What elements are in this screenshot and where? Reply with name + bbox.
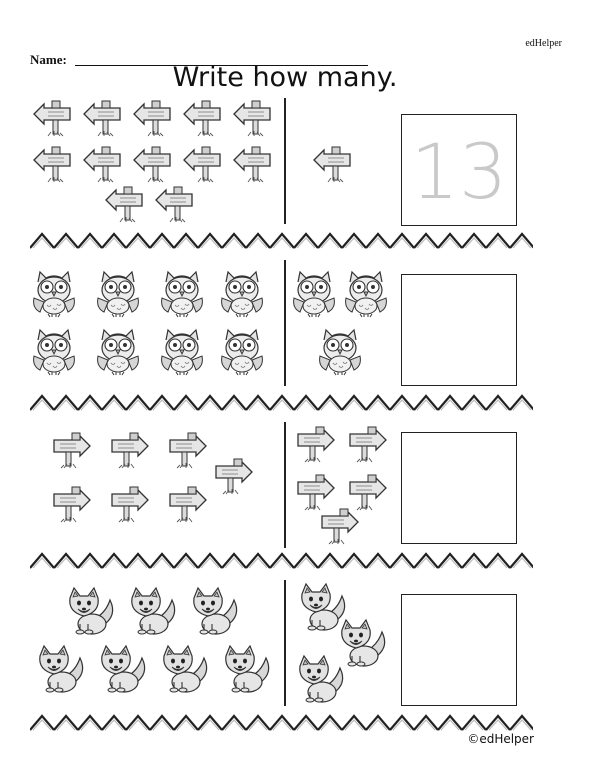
zigzag-segment [198, 716, 222, 730]
zigzag-border [30, 392, 533, 412]
zigzag-segment [102, 554, 126, 568]
zigzag-segment [174, 554, 198, 568]
zigzag-segment [462, 716, 486, 730]
zigzag-segment [294, 554, 318, 568]
arrow-sign-icon [34, 147, 70, 182]
arrow-sign-icon [156, 187, 192, 222]
owl-icon [222, 272, 263, 317]
arrow-sign-icon [170, 433, 206, 468]
zigzag-segment [342, 396, 366, 410]
zigzag-segment [390, 554, 414, 568]
owl-icon [34, 330, 75, 375]
right-group [290, 96, 390, 226]
arrow-sign-icon [134, 101, 170, 136]
left-group [28, 582, 278, 712]
arrow-sign-icon [184, 147, 220, 182]
fox-icon [102, 646, 145, 692]
left-group [28, 96, 278, 226]
zigzag-segment [486, 396, 510, 410]
arrow-sign-icon [84, 147, 120, 182]
zigzag-segment [342, 716, 366, 730]
exercise-row-1 [28, 96, 538, 236]
zigzag-segment [54, 396, 78, 410]
row-divider [284, 260, 286, 386]
row-divider [284, 580, 286, 706]
zigzag-segment [366, 554, 390, 568]
zigzag-segment [414, 716, 438, 730]
arrow-sign-icon [134, 147, 170, 182]
left-group [28, 426, 278, 556]
zigzag-segment [342, 234, 366, 248]
zigzag-segment [198, 396, 222, 410]
arrow-sign-icon [170, 487, 206, 522]
arrow-sign-icon [54, 433, 90, 468]
owl-icon [294, 272, 335, 317]
arrow-sign-icon [84, 101, 120, 136]
answer-box[interactable] [401, 114, 517, 226]
fox-icon [300, 656, 343, 702]
zigzag-segment [54, 716, 78, 730]
zigzag-segment [102, 716, 126, 730]
owl-icon [162, 272, 203, 317]
zigzag-segment [414, 554, 438, 568]
zigzag-segment [174, 396, 198, 410]
arrow-sign-icon [112, 487, 148, 522]
zigzag-segment [30, 716, 54, 730]
zigzag-segment [462, 234, 486, 248]
page-title: Write how many. [172, 62, 398, 93]
zigzag-segment [30, 234, 54, 248]
zigzag-border [30, 230, 533, 250]
answer-box[interactable] [401, 432, 517, 544]
owl-icon [162, 330, 203, 375]
zigzag-segment [342, 554, 366, 568]
owl-icon [222, 330, 263, 375]
zigzag-segment [222, 716, 246, 730]
name-label: Name: [30, 52, 67, 67]
zigzag-segment [150, 554, 174, 568]
zigzag-segment [222, 554, 246, 568]
zigzag-segment [390, 716, 414, 730]
zigzag-segment [462, 554, 486, 568]
fox-icon [40, 646, 83, 692]
fox-icon [342, 620, 385, 666]
zigzag-segment [54, 234, 78, 248]
fox-icon [226, 646, 269, 692]
arrow-sign-icon [54, 487, 90, 522]
owl-icon [34, 272, 75, 317]
zigzag-segment [366, 716, 390, 730]
zigzag-segment [78, 716, 102, 730]
arrow-sign-icon [216, 459, 252, 494]
row-divider [284, 422, 286, 548]
zigzag-segment [126, 554, 150, 568]
zigzag-segment [222, 234, 246, 248]
zigzag-segment [294, 234, 318, 248]
arrow-sign-icon [298, 475, 334, 510]
zigzag-segment [126, 716, 150, 730]
zigzag-segment [78, 554, 102, 568]
arrow-sign-icon [234, 101, 270, 136]
exercise-row-2 [28, 258, 538, 398]
fox-icon [194, 588, 237, 634]
owl-icon [320, 330, 361, 375]
arrow-sign-icon [322, 509, 358, 544]
exercise-row-4 [28, 578, 538, 718]
zigzag-segment [198, 554, 222, 568]
copyright-label: ©edHelper [467, 732, 534, 746]
arrow-sign-icon [234, 147, 270, 182]
fox-icon [132, 588, 175, 634]
zigzag-segment [174, 716, 198, 730]
zigzag-segment [102, 234, 126, 248]
exercise-row-3 [28, 420, 538, 560]
zigzag-segment [318, 396, 342, 410]
right-group [288, 266, 388, 396]
arrow-sign-icon [112, 433, 148, 468]
zigzag-segment [510, 716, 533, 730]
zigzag-segment [150, 234, 174, 248]
zigzag-segment [174, 234, 198, 248]
zigzag-segment [246, 716, 270, 730]
zigzag-segment [126, 396, 150, 410]
arrow-sign-icon [34, 101, 70, 136]
zigzag-segment [462, 396, 486, 410]
zigzag-segment [510, 234, 533, 248]
zigzag-segment [30, 554, 54, 568]
answer-value: 13 [410, 127, 508, 216]
owl-icon [98, 272, 139, 317]
zigzag-segment [222, 396, 246, 410]
zigzag-segment [270, 554, 294, 568]
zigzag-segment [438, 716, 462, 730]
zigzag-segment [318, 234, 342, 248]
zigzag-segment [318, 716, 342, 730]
zigzag-segment [366, 234, 390, 248]
zigzag-segment [246, 554, 270, 568]
arrow-sign-icon [184, 101, 220, 136]
zigzag-segment [486, 234, 510, 248]
right-group [288, 578, 388, 708]
zigzag-segment [366, 396, 390, 410]
zigzag-segment [510, 396, 533, 410]
arrow-sign-icon [314, 147, 350, 182]
zigzag-segment [438, 234, 462, 248]
zigzag-segment [510, 554, 533, 568]
brand-label: edHelper [525, 38, 562, 49]
answer-box[interactable] [401, 594, 517, 706]
owl-icon [346, 272, 387, 317]
zigzag-segment [318, 554, 342, 568]
zigzag-segment [198, 234, 222, 248]
zigzag-border [30, 712, 533, 732]
answer-box[interactable] [401, 274, 517, 386]
arrow-sign-icon [350, 427, 386, 462]
zigzag-segment [150, 716, 174, 730]
zigzag-segment [294, 716, 318, 730]
zigzag-segment [270, 396, 294, 410]
zigzag-segment [486, 716, 510, 730]
zigzag-segment [126, 234, 150, 248]
arrow-sign-icon [350, 475, 386, 510]
zigzag-segment [294, 396, 318, 410]
zigzag-segment [486, 554, 510, 568]
row-divider [284, 98, 286, 224]
zigzag-border [30, 550, 533, 570]
zigzag-segment [246, 396, 270, 410]
zigzag-segment [414, 234, 438, 248]
zigzag-segment [390, 396, 414, 410]
right-group [290, 420, 390, 550]
fox-icon [70, 588, 113, 634]
zigzag-segment [78, 234, 102, 248]
zigzag-segment [246, 234, 270, 248]
zigzag-segment [270, 716, 294, 730]
zigzag-segment [414, 396, 438, 410]
zigzag-segment [78, 396, 102, 410]
zigzag-segment [102, 396, 126, 410]
zigzag-segment [30, 396, 54, 410]
owl-icon [98, 330, 139, 375]
zigzag-segment [150, 396, 174, 410]
zigzag-segment [390, 234, 414, 248]
zigzag-segment [438, 396, 462, 410]
fox-icon [164, 646, 207, 692]
zigzag-segment [270, 234, 294, 248]
arrow-sign-icon [106, 187, 142, 222]
fox-icon [302, 584, 345, 630]
zigzag-segment [438, 554, 462, 568]
arrow-sign-icon [298, 427, 334, 462]
zigzag-segment [54, 554, 78, 568]
left-group [28, 266, 278, 396]
